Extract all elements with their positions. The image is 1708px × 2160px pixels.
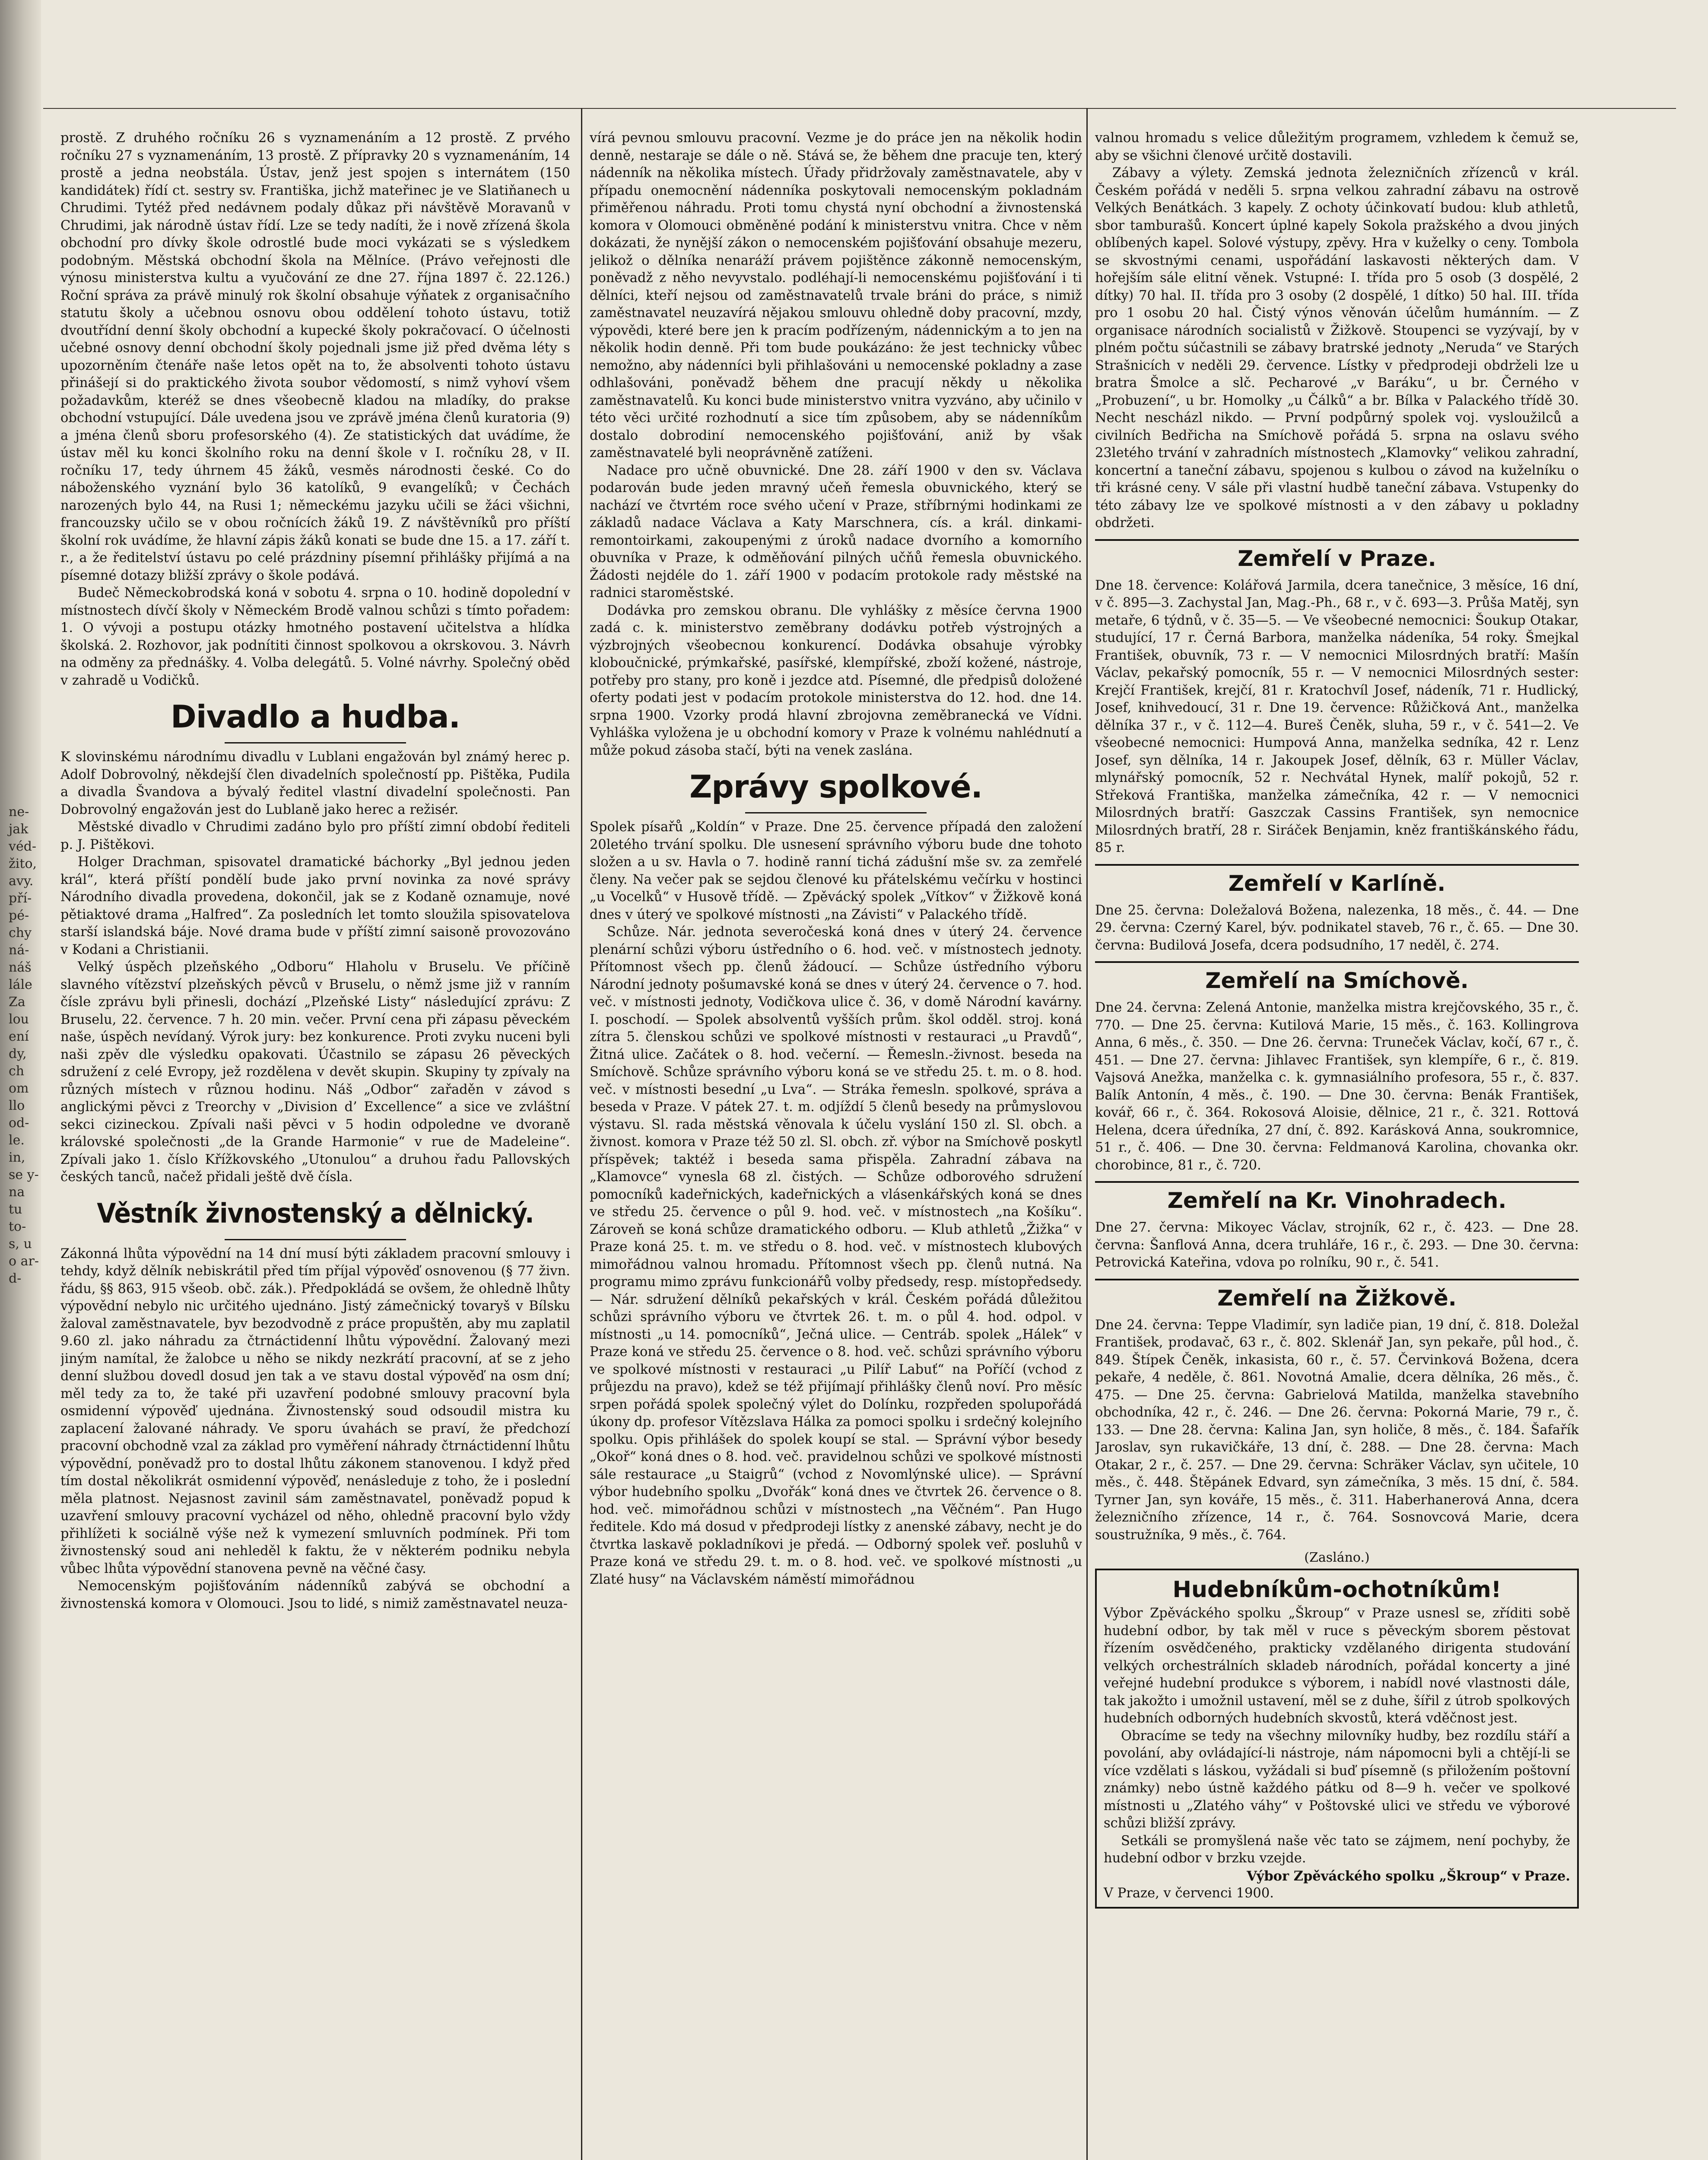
death-notice-heading: Zemřelí na Žižkově. <box>1095 1279 1579 1312</box>
announcement-paragraph: Setkáli se promyšlená naše věc tato se zájmem, není pochyby, že hudební odbor v brzku vzejde. <box>1104 1833 1570 1866</box>
heading-rule <box>225 742 406 743</box>
section-heading-zpravy: Zprávy spolkové. <box>689 769 982 805</box>
article-paragraph: Dodávka pro zemskou obranu. Dle vyhlášky z měsíce června 1900 zadá c. k. ministerstvo zeměbrany dodávku potřeb výstrojných a výzbrojných všeobecnou konkurencí. Dodávka obsahuje výrobky kloboučnické, prýmkařské, pasířské, klempířské, zboží kožené, nástroje, potřeby pro stany, pro koně i jezdce atd. Písemné, dle předpisů doložené oferty podati jest v podacím protokole ministerstva do 12. hod. dne 14. srpna 1900. Vzorky prodá hlavní zbrojovna zeměbranecká ve Vídni. Vyhláška vyložena je u obchodní komory v Praze k volnému nahlédnutí a může pokud zásoba stačí, býti na venek zaslána. <box>590 603 1082 758</box>
section-heading-divadlo: Divadlo a hudba. <box>171 699 460 735</box>
death-notice-text: Dne 25. června: Doležalová Božena, nalezenka, 18 měs., č. 44. — Dne 29. června: Czerný Karel, býv. podnikatel staveb, 76 r., č. 65. — Dne 30. června: Budilová Josefa, dcera podsudního, 17 neděl, č. 274. <box>1095 902 1579 953</box>
section-heading-vestnik: Věstník živnostenský a dělnický. <box>97 1197 534 1229</box>
death-notice-text: Dne 27. června: Mikoyec Václav, strojník, 62 r., č. 423. — Dne 28. června: Šanflová Anna, dcera truhláře, 16 r., č. 293. — Dne 30. června: Petrovická Kateřina, vdova po rolníku, 90 r., č. 541. <box>1095 1220 1579 1270</box>
announcement-date: V Praze, v červenci 1900. <box>1104 1886 1274 1901</box>
announcement-box <box>1095 1569 1579 1909</box>
heading-rule <box>745 812 927 813</box>
zaslano-label: (Zasláno.) <box>1304 1550 1370 1565</box>
death-notice-heading: Zemřelí v Karlíně. <box>1095 864 1579 898</box>
death-notice-text: Dne 24. června: Teppe Vladimír, syn ladiče pian, 19 dní, č. 818. Doležal František, prodavač, 63 r., č. 802. Sklenář Jan, syn pekaře, půl hod., č. 849. Štípek Čeněk, inkasista, 60 r., č. 57. Červinková Božena, dcera pekaře, 4 neděle, č. 861. Novotná Amalie, dcera dělníka, 26 měs., č. 475. — Dne 25. června: Gabrielová Matilda, manželka stavebního obchodníka, 42 r., č. 246. — Dne 26. června: Pokorná Marie, 79 r., č. 133. — Dne 28. června: Kalina Jan, syn holiče, 8 měs., č. 184. Šafařík Jaroslav, syn rukavičkáře, 13 dní, č. 288. — Dne 28. června: Mach Otakar, 2 r., č. 257. — Dne 29. června: Schräker Václav, syn učitele, 10 měs., č. 448. Štěpánek Edvard, syn zámečníka, 3 měs. 15 dní, č. 584. Tyrner Jan, syn kováře, 15 měs., č. 311. Haberhanerová Anna, dcera železničního zřízence, 14 r., č. 764. Sosnovcová Marie, dcera soustružníka, 9 měs., č. 764. <box>1095 1317 1579 1543</box>
article-paragraph: Velký úspěch plzeňského „Odboru“ Hlaholu v Bruselu. Ve příčině slavného vítězství plzeňských pěvců v Bruselu, o němž jsme již v ranním čísle zprávu byli přinesli, dochází „Plzeňské Listy“ následující zprávu: Z Bruselu, 22. července. 7 h. 20 min. večer. První cena při zápasu pěveckém naše, úspěch nevídaný. Výrok jury: bez konkurence. Proti zvyku nuceni byli naši zpěv dle výsledku opakovati. Účastnilo se zápasu 26 pěveckých sdružení z celé Evropy, jež rozdělena v devět skupin. Skupiny ty zpívaly na různých místech v různou hodinu. Náš „Odbor“ zařaděn v závod s anglickými pěvci z Treorchy v „Division d’ Excellence“ a sice ve zvláštní sekci cizineckou. Zpívali naši pěvci v 5 hodin odpoledne ve dvoraně královské společnosti „de la Grande Harmonie“ v rue de Madeleine“. Zpívali jako 1. číslo Křížkovského „Utonulou“ a druhou řadu Pallovských českých tanců, načež přidali ještě dvě čísla. <box>60 959 570 1185</box>
announcement-paragraph: Výbor Zpěváckého spolku „Škroup“ v Praze usnesl se, zříditi sobě hudební odbor, by tak měl v ruce s pěveckým sborem pěstovat řízením osvědčeného, prakticky vzdělaného dirigenta studování velkých orchestrálních skladeb národních, pořádal koncerty a jiné veřejné hudební produkce s výborem, i nabídl nové vlastnosti dále, tak jakožto i umožnil ustavení, měl se z duhe, šířil z útrob spolkových hudebních odborných hudebních skvostů, která vděčnost jest. <box>1104 1606 1570 1726</box>
column-right <box>1095 130 1579 2160</box>
article-paragraph: Zákonná lhůta výpovědní na 14 dní musí býti základem pracovní smlouvy i tehdy, když dělník nebiskrátil před tím příjal výpověď osnovenou (§ 77 živn. řádu, §§ 863, 915 všeob. obč. zák.). Předpokládá se ovšem, že ohledně lhůty výpovědní nebylo nic určitého ujednáno. Jistý zámečnický tovaryš v Bílsku žaloval zaměstnavatele, byv bezodvodně z práce propuštěn, aby mu zaplatil 9.60 zl. jako náhradu za čtrnáctidenní lhůtu výpovědní. Žalovaný mezi jiným namítal, že žalobce u něho se nikdy nezkrátí pracovní, ať se z jeho denní službou dovedl dosud jen tak a ve stavu dostal výpověď na osm dní; měl tedy za to, že také při uzavření podobné smlouvy pracovní byla osmidenní výpověď ujednána. Živnostenský soud odsoudil mistra ku zaplacení žalované náhrady. Ve sporu úvahách se praví, že předchozí pracovní obchodně vzal za základ pro vyměření náhrady čtrnáctidenní lhůtu výpovědní, poněvadž pro to dostal lhůtu zákonem stanovenou. I když před tím dostal několikrát osmidenní výpověď, nenásleduje z toho, že i poslední měla platnost. Nejasnost zavinil sám zaměstnavatel, poněvadž popud k uzavření smlouvy pracovní vycházel od něho, ohledně pracovní bylo vždy přihlížeti k sociálně výše než k vymezení smluvních podmínek. Při tom živnostenský soud ani nehleděl k faktu, že v některém podniku nebyla vůbec lhůta výpovědní stanovena pevně na věčné časy. <box>60 1246 570 1576</box>
announcement-title: Hudebníkům-ochotníkům! <box>1172 1577 1502 1603</box>
article-paragraph: Městské divadlo v Chrudimi zadáno bylo pro příští zimní období řediteli p. J. Pištěkovi. <box>60 820 570 852</box>
death-notice-text: Dne 18. července: Kolářová Jarmila, dcera tanečnice, 3 měsíce, 16 dní, v č. 895—3. Zachystal Jan, Mag.-Ph., 68 r., v č. 693—3. Průša Matěj, syn metaře, 6 týdnů, v č. 35—5. — Ve všeobecné nemocnici: Šoukup Otakar, studující, 17 r. Černá Barbora, manželka nádeníka, 54 roky. Šmejkal František, obuvník, 73 r. — V nemocnici Milosrdných bratří: Mašín Václav, pekařský pomocník, 55 r. — V nemocnici Milosrdných sester: Krejčí František, krejčí, 81 r. Kratochvíl Josef, nádeník, 71 r. Hudlický, Josef, knihvedoucí, 31 r. Dne 19. července: Růžičková Ant., manželka dělníka 37 r., v č. 112—4. Bureš Čeněk, sluha, 59 r., v č. 541—2. Ve všeobecné nemocnici: Humpová Anna, manželka sedníka, 42 r. Lenz Josef, syn dělníka, 14 r. Jakoupek Josef, dělník, 63 r. Müller Václav, mlynářský pomocník, 52 r. Nechvátal Hynek, malíř pokojů, 52 r. Střeková Františka, manželka zámečníka, 42 r. — V nemocnici Milosrdných bratří: Gaszczak Cassins František, syn nemocnice Milosrdných bratří, 28 r. Siráček Benjamin, kněz františkánského řádu, 85 r. <box>1095 578 1579 855</box>
article-paragraph: prostě. Z druhého ročníku 26 s vyznamenáním a 12 prostě. Z prvého ročníku 27 s vyznamenáním, 13 prostě. Z přípravky 20 s vyznamenáním, 14 prostě a jedna neobstála. Ústav, jenž jest spojen s internátem (150 kandidátek) řídí ct. sestry sv. Františka, jichž mateřinec je ve Slatiňanech u Chrudimi. Tytéž před nedávnem podaly důkaz při návštěvě Moravanů v Chrudimi, jak národně ústav řídí. Lze se tedy nadíti, že i nově zřízená škola obchodní pro dívky škole odrostlé bude moci vykázati se s výsledkem podobným. Městská obchodní škola na Mělníce. (Právo veřejnosti dle výnosu ministerstva kultu a vyučování ze dne 27. října 1897 č. 22.126.) Roční správa za právě minulý rok školní obsahuje výňatek z organisačního statutu školy a učebnou osnovu obou oddělení tohoto ústavu, totiž dvoutřídní denní školy obchodní a kupecké školy pokračovací. O účelnosti učebné osnovy denní obchodní školy pojednali jsme již před dvěma léty s upozorněním čtenáře naše letos opět na to, že absolventi tohoto ústavu přinášejí si do praktického života soubor vědomostí, s nimž vyhoví všem požadavkům, kteréž se dnes všeobecně kladou na mladíky, do prakse obchodní vstupující. Dále uvedena jsou ve zprávě jména členů kuratoria (9) a jména členů sboru profesorského (4). Ze statistických dat uvádíme, že ústav měl ku konci školního roku na denní škole v I. ročníku 28, v II. ročníku 17, tedy úhrnem 45 žáků, vesměs národnosti české. Co do náboženského vyznání bylo 36 katolíků, 9 evangelíků; v Čechách narozených bylo 44, na Rusi 1; německému jazyku učili se žáci všichni, francouzsky učilo se v obou ročnících žáků 19. Z návštěvníků pro příští školní rok uvádíme, že hlavní zápis žáků konati se bude dne 15. a 17. září t. r., a že ředitelství ústavu po celé prázdniny písemní přihlášky přijímá a na písemné dotazy bližší zprávy o škole podává. <box>60 130 570 583</box>
column-divider-2 <box>1086 108 1088 2160</box>
column-middle <box>590 130 1082 2160</box>
article-paragraph: Nadace pro učně obuvnické. Dne 28. září 1900 v den sv. Václava podarován bude jeden mravný učeň řemesla obuvnického, který se nachází ve čtvrtém roce svého učení v Praze, stříbrnými hodinkami ze základů nadace Václava a Katy Marschnera, cís. a král. dinkami-remontoirkami, zakoupenými z úroků nadace dvorního a komorního obuvníka v Praze, k odměňování pilných učňů řemesla obuvnického. Žádosti nejdéle do 1. září 1900 v podacím protokole rady městské na radnici staroměstské. <box>590 463 1082 600</box>
death-notice-text: Dne 24. června: Zelená Antonie, manželka mistra krejčovského, 35 r., č. 770. — Dne 25. června: Kutilová Marie, 15 měs., č. 163. Kollingrova Anna, 6 měs., č. 350. — Dne 26. června: Truneček Václav, kočí, 67 r., č. 451. — Dne 27. června: Jihlavec František, syn klempíře, 6 r., č. 819. Vajsová Anežka, manželka c. k. gymnasiálního profesora, 55 r., č. 837. Balík Antonín, 4 měs., č. 190. — Dne 30. června: Benák František, kovář, 66 r., č. 364. Rokosová Aloisie, dělnice, 21 r., č. 321. Rottová Helena, dcera úředníka, 27 dní, č. 892. Karásková Anna, soukromnice, 51 r., č. 406. — Dne 30. června: Feldmanová Karolina, chovanka okr. chorobince, 81 r., č. 720. <box>1095 1000 1579 1173</box>
article-paragraph: valnou hromadu s velice důležitým programem, vzhledem k čemuž se, aby se všichni členové určitě dostavili. <box>1095 130 1579 163</box>
announcement-paragraph: Obracíme se tedy na všechny milovníky hudby, bez rozdílu stáří a povolání, aby ovládající-li nástroje, nám nápomocni byli a chtějí-li se více vzdělati s láskou, vyžádali si buď písemně (s přiložením poštovní známky) nebo ústně každého pátku od 8—9 h. večer ve spolkové místnosti u „Zlatého váhy“ v Poštovské ulici ve středu ve výborové schůzi bližší zprávy. <box>1104 1728 1570 1831</box>
article-paragraph: Zábavy a výlety. Zemská jednota železničních zřízenců v král. Českém pořádá v neděli 5. srpna velkou zahradní zábavu na ostrově Velkých Benátkách. 3 kapely. Z ochoty účinkovatí budou: klub athletů, sbor tamburašů. Koncert úplné kapely Sokola pražského a dvou jiných oblíbených kapel. Solové výstupy, zpěvy. Hra v kuželky o ceny. Tombola se skvostnými cenami, uspořádání laskavosti některých dam. V hořejším sále elitní věnek. Vstupné: I. třída pro 5 osob (3 dospělé, 2 dítky) 70 hal. II. třída pro 3 osoby (2 dospělé, 1 dítko) 50 hal. III. třída pro 1 osobu 20 hal. Čistý výnos věnován účelům humánním. — Z organisace národních socialistů v Žižkově. Stoupenci se vyzývají, by v plném počtu súčastnili se zábavy bratrské jednoty „Neruda“ ve Starých Strašnicích v neděli 29. července. Lístky v předprodeji obdrželi lze u bratra Šmolce a slč. Pecharové „v Baráku“, u br. Černého v „Probuzení“, u br. Homolky „u Čálků“ a br. Bílka v Palackého třídě 30. Necht nescházl nikdo. — První podpůrný spolek voj. vysloužilců a civilních Bedřicha na Smíchově pořádá 5. srpna na oslavu svého 23letého trvání v zahradních místnostech „Klamovky“ velikou zahradní, koncertní a taneční zábavu, spojenou s kulbou o závod na kuželníku o tři krásné ceny. V sále při vlastní hudbě taneční zábava. Vstupenky do této zábavy lze ve spolkové místnosti a v den zábavy u pokladny obdržeti. <box>1095 165 1579 530</box>
heading-rule <box>225 1239 406 1240</box>
article-paragraph: Schůze. Nár. jednota severočeská koná dnes v úterý 24. července plenární schůzi výboru ústředního o 6. hod. več. v místnostech jednoty. Přítomnost všech pp. členů žádoucí. — Schůze ústředního výboru Národní jednoty pošumavské koná se dnes v úterý 24. července o 7. hod. več. v místnosti jednoty, Vodičkova ulice č. 36, v domě Národní kavárny. I. poschodí. — Spolek absolventů vyšších prům. škol odděl. stroj. koná zítra 5. členskou schůzi ve spolkové místnosti v restauraci „u Pravdů“, Žitná ulice. Začátek o 8. hod. večerní. — Řemesln.-živnost. beseda na Smíchově. Schůze správního výboru koná se ve středu 25. t. m. o 8. hod. več. v místnosti besední „u Lva“. — Stráka řemesln. spolkové, správa a beseda v Praze. V pátek 27. t. m. odjíždí 5 členů besedy na průmyslovou výstavu. Sl. rada městská věnovala k účelu vyslání 150 zl. Sl. obch. a živnost. komora v Praze též 50 zl. Sl. obch. zř. výbor na Smíchově poskytl příspěvek; taktéž i beseda sama přispěla. Zahradní zábava na „Klamovce“ vynesla 68 zl. čistých. — Schůze odborového sdružení pomocníků kadeřnických, kadeřnických a vlásenkářských koná se dnes ve středu 25. července o půl 9. hod. več. v místnostech „na Košíku“. Zároveň se koná schůze dramatického odboru. — Klub athletů „Žižka“ v Praze koná 25. t. m. ve středu o 8. hod. več. v místnostech klubových mimořádnou valnou hromadu. Přítomnost všech pp. členů nutná. Na programu mimo zprávu funkcionářů volby předsedy, resp. místopředsedy. — Nár. sdružení dělníků pekařských v král. Českém pořádá důležitou schůzi správního výboru ve čtvrtek 26. t. m. o půl 4. hod. odpol. v místnosti „u 14. pomocníků“, Ječná ulice. — Centráb. spolek „Hálek“ v Praze koná ve středu 25. července o 8. hod. več. schůzi správního výboru ve spolkové místnosti v restauraci „u Pilíř Labuť“ na Poříčí (vchod z průjezdu na pravo), kdež se též přijímají přihlášky členů noví. Pro měsíc srpen pořádá spolek společný výlet do Dolínku, rozpředen spolupořádá úkony dp. profesor Vítězslava Hálka za pomoci spolku i srdečný kolejního spolku. Opis přihlášek do spolek koupí se stal. — Správní výbor besedy „Okoř“ koná dnes o 8. hod. več. pravidelnou schůzi ve spolkové místnosti sále restaurace „u Staigrů“ (vchod z Novomlýnské ulice). — Správní výbor hudebního spolku „Dvořák“ koná dnes ve čtvrtek 26. července o 8. hod. več. mimořádnou schůzi v místnostech „na Věčném“. Pan Hugo ředitele. Kdo má dosud v předprodeji lístky z anenské zábavy, necht je do čtvrtka laskavě pokladníkovi je předá. — Odborný spolek veř. posluhů v Praze koná ve středu 29. t. m. o 8. hod. več. ve spolkové místnosti „u Zlaté husy“ na Václavském náměstí mimořádnou <box>590 924 1082 1587</box>
article-paragraph: vírá pevnou smlouvu pracovní. Vezme je do práce jen na několik hodin denně, nestaraje se dále o ně. Stává se, že během dne pracuje ten, který nádenník na několika místech. Úřady přidržovaly zaměstnavatele, aby v případu onemocnění nádenníka poskytovali nemocenským pokladnám přiměřenou náhradu. Proti tomu chystá nyní obchodní a živnostenská komora v Olomouci obměněné podání k ministerstvu vnitra. Chce v něm dokázati, že nynější zákon o nemocenském pojišťování obsahuje mezeru, jelikož o dělníka nenaráží právem pojištěnce zákonně nemocenským, poněvadž z něho nevyvstalo. podléhají-li nemocenskému pojišťování i ti dělníci, kteří nejsou od zaměstnavatelů trvale bráni do práce, s nimiž zaměstnavatel neuzavírá nějakou smlouvu ohledně doby pracovní, mzdy, výpovědi, které bere jen k pracím podřízeným, nádennickým a to jen na několik hodin denně. Při tom bude poukázáno: že jest technicky vůbec nemožno, aby nádenníci byli přihlašováni u nemocenské pokladny a zase odhlašováni, poněvadž během dne pracují někdy u několika zaměstnavatelů. Ku konci bude ministerstvo vnitra vyzváno, aby učinilo v této věci určité rozhodnutí a sice tím způsobem, aby se nádenníkům dostalo dobrodiní nemocenského pojišťování, aniž by však zaměstnavatelé byli neoprávněně zatíženi. <box>590 130 1082 461</box>
death-notice-heading: Zemřelí na Kr. Vinohradech. <box>1095 1181 1579 1215</box>
death-notice-heading: Zemřelí na Smíchově. <box>1095 961 1579 995</box>
article-paragraph: Budeč Německobrodská koná v sobotu 4. srpna o 10. hodině dopolední v místnostech dívčí školy v Německém Brodě valnou schůzi s tímto pořadem: 1. O vývoji a postupu otázky hmotného postavení učitelstva a hlídka školská. 2. Rozhovor, jak podnítiti činnost spolkovou a okrskovou. 3. Návrh na odměny za přednášky. 4. Volba delegátů. 5. Volné návrhy. Společný oběd v zahradě u Vodičků. <box>60 585 570 688</box>
announcement-signature: Výbor Zpěváckého spolku „Škroup“ v Praze. <box>1247 1868 1570 1884</box>
margin-text-fragments: ne- jak véd- žito, avy. pří- pé- chy ná- náš lále Za lou ení dy, ch om llo od- le. in, se y- na tu to- s, u o ar- d- <box>9 804 39 1286</box>
article-paragraph: K slovinskému národnímu divadlu v Lublani engažován byl známý herec p. Adolf Dobrovolný, někdejší člen divadelních společností pp. Pištěka, Pudila a divadla Švandova a bývalý ředitel vlastní divadelní společnosti. Pan Dobrovolný engažován jest do Lublaně jako herec a režisér. <box>60 750 570 817</box>
death-notice-heading: Zemřelí v Praze. <box>1095 539 1579 573</box>
article-paragraph: Spolek písařů „Koldín“ v Praze. Dne 25. července případá den založení 20letého trvání spolku. Dle usnesení správního výboru bude dne tohoto složen a u sv. Havla o 7. hodině ranní tichá zádušní mše sv. za zemřelé členy. Na večer pak se sejdou členové ku přátelskému večírku v hostinci „u Vocelků“ v Husově třídě. — Zpěvácký spolek „Vítkov“ v Žižkově koná dnes v úterý ve spolkové místnosti „na Závisti“ v Palackého třídě. <box>590 820 1082 922</box>
top-rule <box>43 108 1676 109</box>
article-paragraph: Holger Drachman, spisovatel dramatické báchorky „Byl jednou jeden král“, která příští pondělí bude jako první novinka za nové správy Národního divadla provedena, dokončil, jak se z Kodaně oznamuje, nové pětiaktové drama „Halfred“. Za posledních let tomto sloužila spisovatelova starší islandská báje. Nové drama bude v příští zimní saisoně provozováno v Kodani a Christianii. <box>60 854 570 957</box>
column-left <box>60 130 570 2160</box>
column-divider-1 <box>581 108 582 2160</box>
article-paragraph: Nemocenským pojišťováním nádenníků zabývá se obchodní a živnostenská komora v Olomouci. Jsou to lidé, s nimiž zaměstnavatel neuza- <box>60 1579 570 1611</box>
